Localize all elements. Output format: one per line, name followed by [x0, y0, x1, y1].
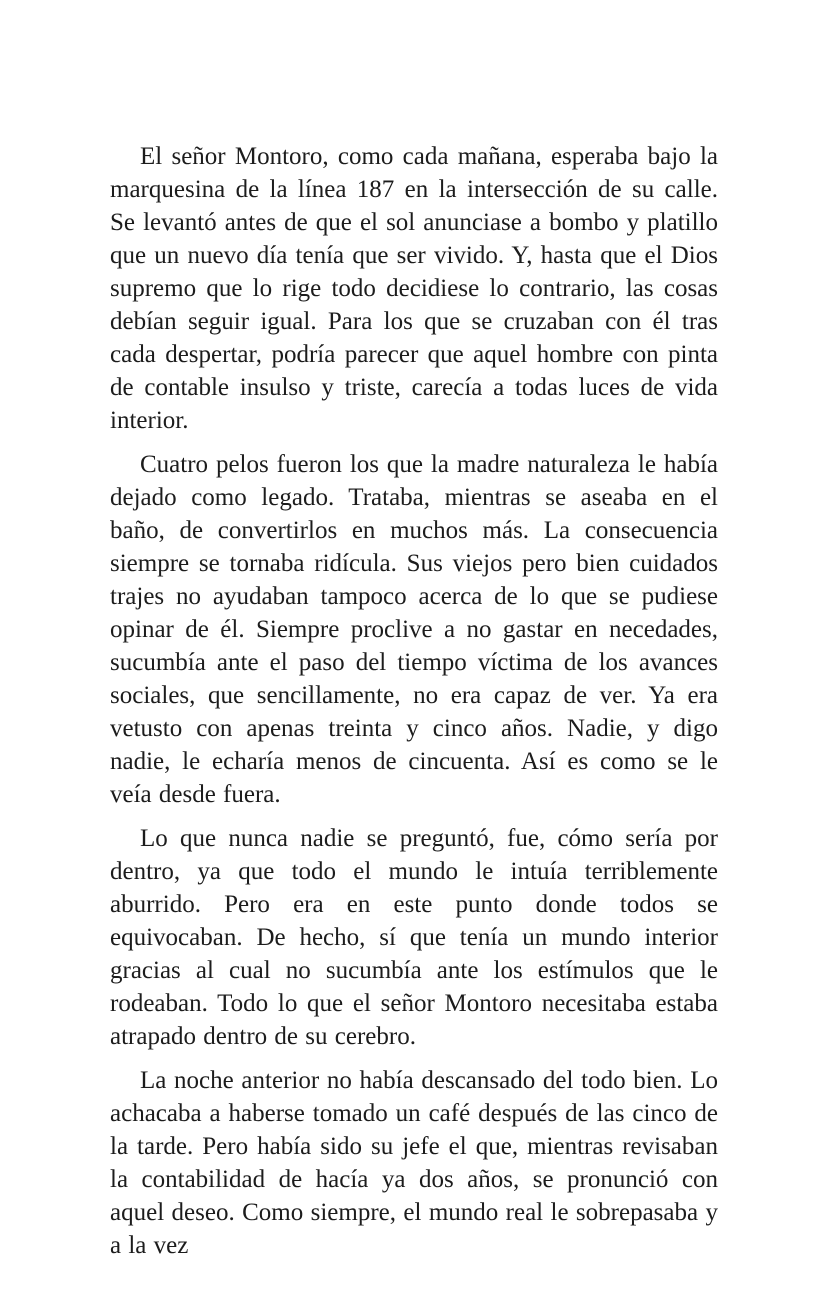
paragraph-1: El señor Montoro, como cada mañana, esperaba bajo la marquesina de la línea 187 en la intersección de su calle. Se levantó antes de que el sol anunciase a bombo y platillo que un nuevo día tenía que ser vivido. Y, hasta que el Dios supremo que lo rige todo decidiese lo contrario, las cosas debían seguir igual. Para los que se cruzaban con él tras cada despertar, podría parecer que aquel hombre con pinta de contable insulso y triste, carecía a todas luces de vida interior.	[110, 143, 718, 434]
paragraph-2: Cuatro pelos fueron los que la madre naturaleza le había dejado como legado. Trataba, mientras se aseaba en el baño, de convertirlos en muchos más. La consecuencia siempre se tornaba ridícula. Sus viejos pero bien cuidados trajes no ayudaban tampoco acerca de lo que se pudiese opinar de él. Siempre proclive a no gastar en necedades, sucumbía ante el paso del tiempo víctima de los avances sociales, que sencillamente, no era capaz de ver. Ya era vetusto con apenas treinta y cinco años. Nadie, y digo nadie, le echaría menos de cincuenta. Así es como se le veía desde fuera.	[110, 451, 718, 808]
paragraph-4: La noche anterior no había descansado del todo bien. Lo achacaba a haberse tomado un café después de las cinco de la tarde. Pero había sido su jefe el que, mientras revisaban la contabilidad de hacía ya dos años, se pronunció con aquel deseo. Como siempre, el mundo real le sobrepasaba y a la vez	[110, 1067, 718, 1259]
text-column	[110, 140, 718, 1262]
paragraph-3: Lo que nunca nadie se preguntó, fue, cómo sería por dentro, ya que todo el mundo le intuía terriblemente aburrido. Pero era en este punto donde todos se equivocaban. De hecho, sí que tenía un mundo interior gracias al cual no sucumbía ante los estímulos que le rodeaban. Todo lo que el señor Montoro necesitaba estaba atrapado dentro de su cerebro.	[110, 825, 718, 1050]
